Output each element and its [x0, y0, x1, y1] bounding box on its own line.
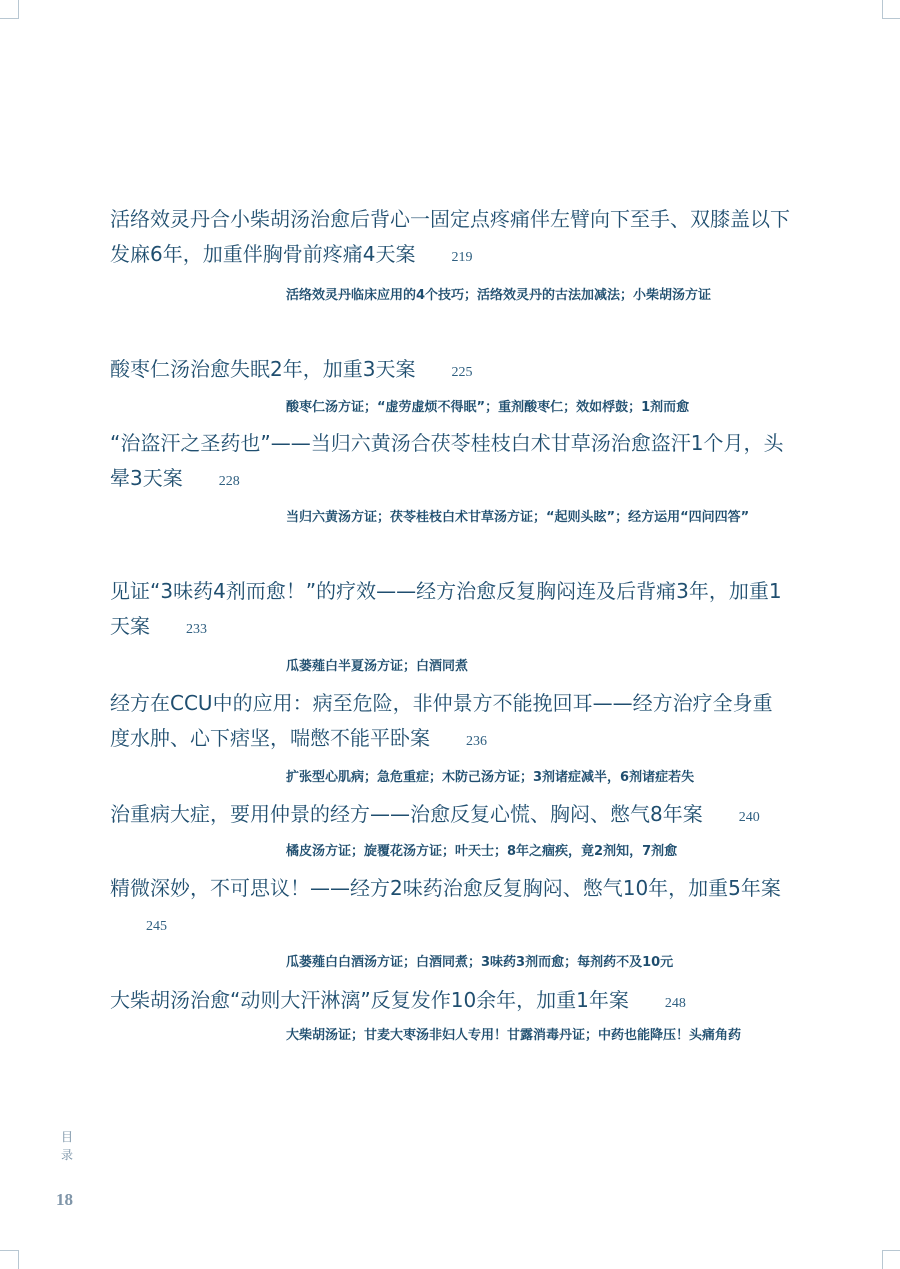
crop-mark-top-right	[882, 0, 900, 19]
toc-entry	[110, 983, 790, 1021]
toc-entry	[110, 686, 790, 759]
toc-entry	[110, 202, 790, 275]
toc-entry-page: 219	[451, 250, 473, 265]
toc-entry-page: 233	[186, 622, 207, 637]
toc-entry-page: 248	[664, 996, 686, 1011]
toc-entry	[110, 871, 790, 944]
toc-entry-title: 经方在CCU中的应用：病至危险，非仲景方不能挽回耳——经方治疗全身重度水肿、心下痞坚，喘憋不能平卧案	[110, 691, 773, 750]
toc-entry	[110, 574, 790, 647]
toc-entry-notes: 瓜蒌薤白半夏汤方证；白酒同煮	[286, 659, 469, 674]
toc-entry	[110, 426, 790, 499]
page-number: 18	[56, 1190, 73, 1209]
toc-entry-notes: 当归六黄汤方证；茯苓桂枝白术甘草汤方证；“起则头眩”；经方运用“四问四答”	[286, 510, 750, 525]
toc-entry-title: 治重病大症，要用仲景的经方——治愈反复心慌、胸闷、憋气8年案	[110, 802, 703, 826]
toc-entry-title: 酸枣仁汤治愈失眠2年，加重3天案	[110, 357, 416, 381]
toc-entry-page: 245	[146, 919, 167, 934]
toc-entry-notes: 扩张型心肌病；急危重症；木防己汤方证；3剂诸症减半，6剂诸症若失	[286, 770, 695, 785]
toc-entry-page: 236	[466, 734, 487, 749]
toc-entry-notes: 活络效灵丹临床应用的4个技巧；活络效灵丹的古法加减法；小柴胡汤方证	[286, 288, 712, 303]
toc-entry-notes: 酸枣仁汤方证；“虚劳虚烦不得眠”；重剂酸枣仁；效如桴鼓；1剂而愈	[286, 400, 690, 415]
toc-entry	[110, 352, 790, 390]
toc-entry-page: 240	[738, 810, 760, 825]
crop-mark-bottom-left	[0, 1250, 19, 1269]
toc-entry-title: 活络效灵丹合小柴胡汤治愈后背心一固定点疼痛伴左臂向下至手、双膝盖以下发麻6年，加重伴胸骨前疼痛4天案	[110, 207, 790, 266]
toc-entry-notes: 橘皮汤方证；旋覆花汤方证；叶天士；8年之痼疾，竟2剂知，7剂愈	[286, 844, 678, 859]
toc-entry-notes: 瓜蒌薤白白酒汤方证；白酒同煮；3味药3剂而愈；每剂药不及10元	[286, 955, 674, 970]
toc-entry-page: 225	[451, 365, 473, 380]
crop-mark-bottom-right	[882, 1250, 900, 1269]
toc-entry-page: 228	[218, 474, 240, 489]
section-side-label: 目录	[60, 1130, 73, 1162]
toc-entry-title: 精微深妙，不可思议！——经方2味药治愈反复胸闷、憋气10年，加重5年案	[110, 876, 781, 900]
toc-entry-title: 大柴胡汤治愈“动则大汗淋漓”反复发作10余年，加重1年案	[110, 988, 629, 1012]
toc-entry-title: “治盗汗之圣药也”——当归六黄汤合茯苓桂枝白术甘草汤治愈盗汗1个月，头晕3天案	[110, 431, 784, 490]
toc-entry-title: 见证“3味药4剂而愈！”的疗效——经方治愈反复胸闷连及后背痛3年，加重1天案	[110, 579, 782, 638]
crop-mark-top-left	[0, 0, 19, 19]
toc-entry-notes: 大柴胡汤证；甘麦大枣汤非妇人专用！甘露消毒丹证；中药也能降压！头痛角药	[286, 1028, 742, 1043]
toc-entry	[110, 797, 790, 835]
